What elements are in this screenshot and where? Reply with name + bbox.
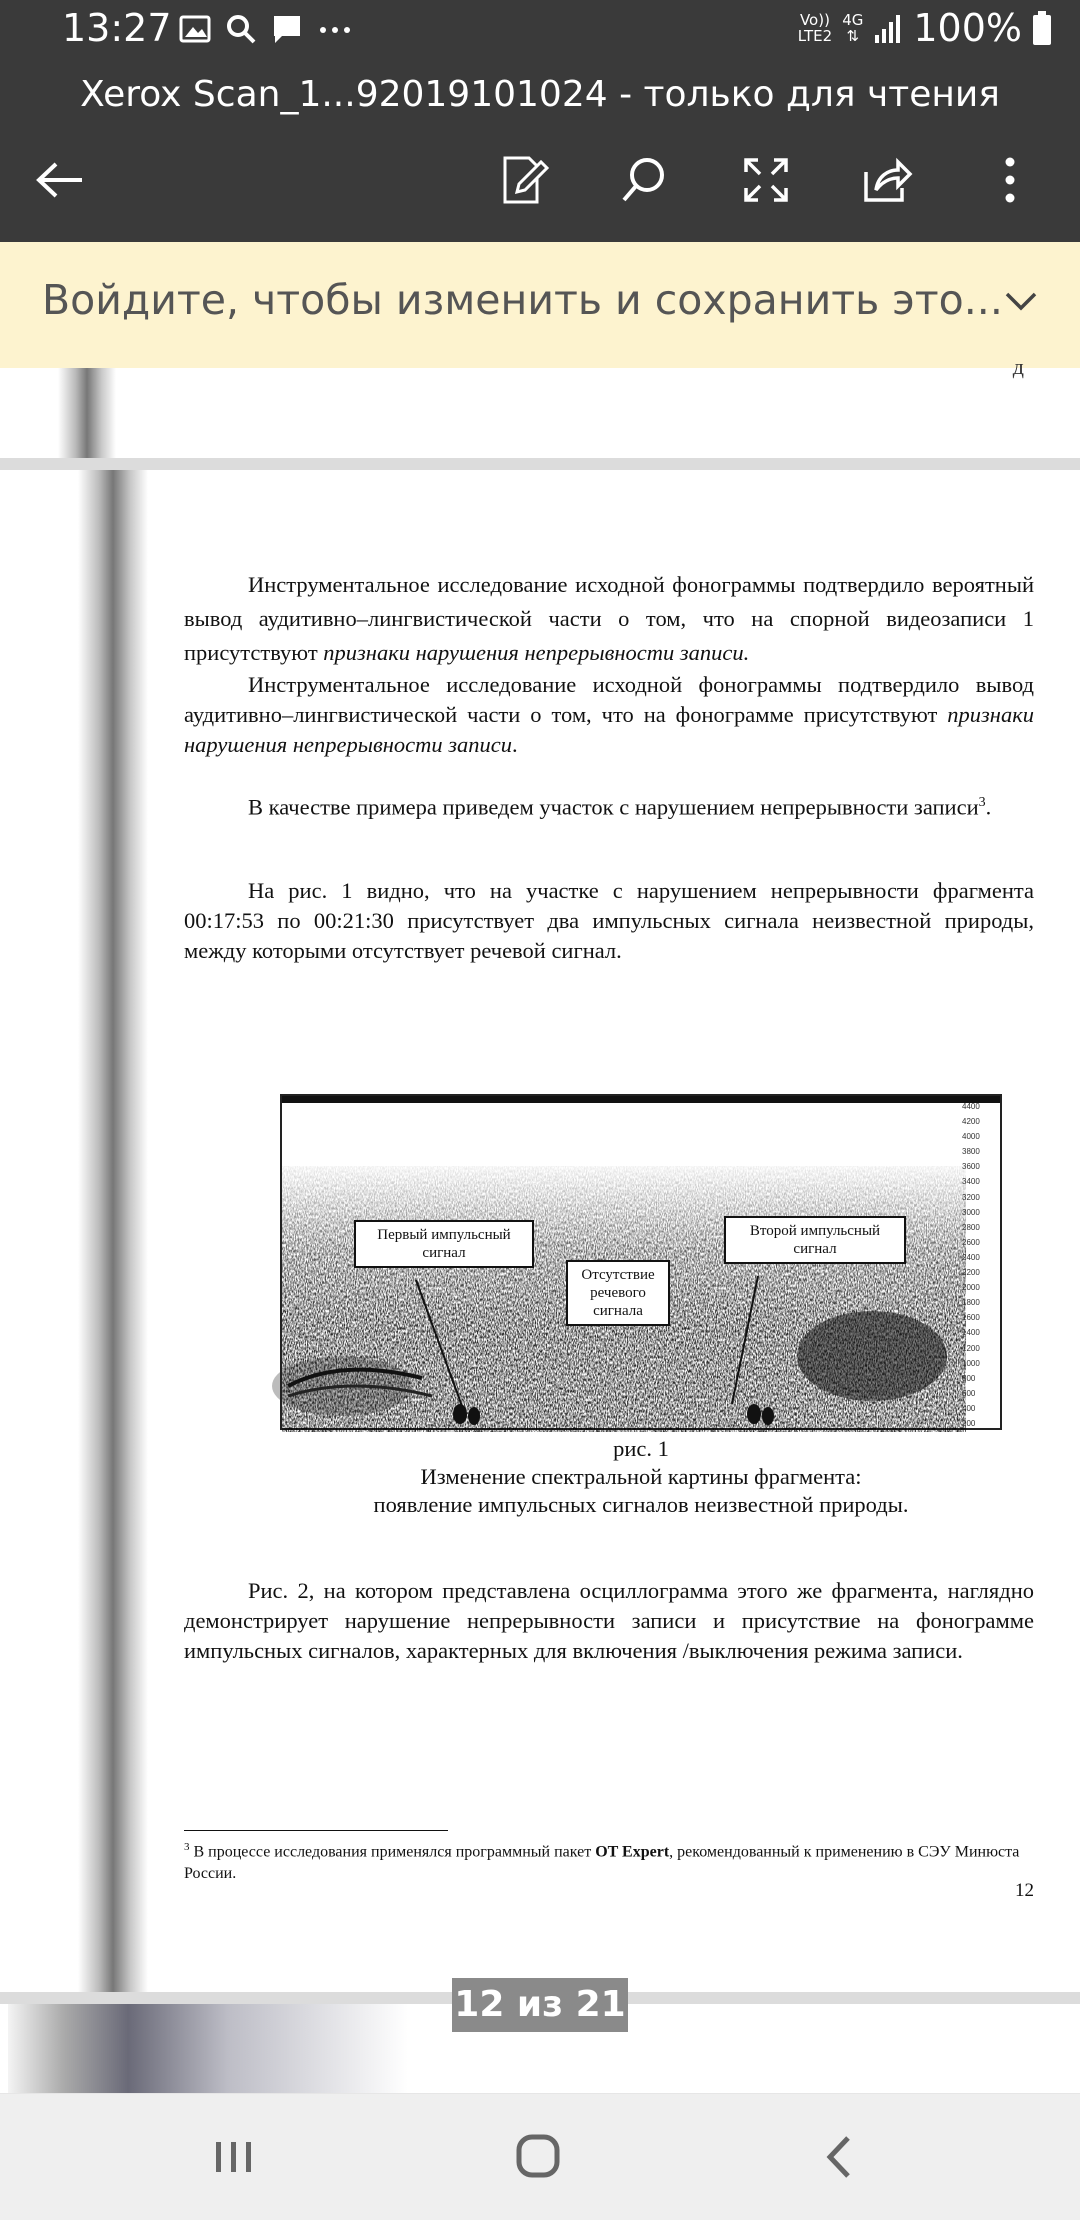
search-icon (619, 155, 669, 205)
scan-shadow (58, 368, 116, 458)
status-bar (0, 0, 1080, 62)
battery-percent: 100% (913, 6, 1022, 50)
scale-label: 4400 (962, 1102, 980, 1111)
footnote (184, 1836, 1034, 1885)
scan-shadow (78, 470, 148, 1992)
scale-label: 800 (962, 1373, 976, 1383)
footnote-reference: 3 (978, 795, 986, 810)
document-title: Xerox Scan_1...92019101024 - только для чтения (80, 74, 1000, 115)
scale-label: 2800 (962, 1222, 980, 1232)
navigation-bar (0, 2094, 1080, 2220)
more-notifications-icon (316, 12, 356, 46)
signal-icon (873, 11, 903, 45)
recent-apps-icon[interactable] (204, 2132, 264, 2182)
footnote-text-a: В процессе исследования применялся программный пакет (189, 1843, 596, 1861)
network-type-label: 4G (842, 11, 864, 29)
paragraph-2-text: Инструментальное исследование исходной фонограммы подтвердило вывод аудитивно–лингвистической части о том, что на фонограмме присутствуют (184, 672, 1034, 727)
paragraph-1-text: Инструментальное исследование исходной фонограммы подтвердило вероятный вывод аудитивно–лингвистической части о том, что на спорной видеозаписи 1 присутствуют (184, 572, 1034, 665)
search-status-icon (224, 12, 258, 46)
sign-in-banner[interactable] (0, 242, 1080, 368)
back-nav-icon[interactable] (810, 2132, 870, 2182)
page-indicator: 12 из 21 (452, 1978, 628, 2032)
scale-label: 2400 (962, 1252, 980, 1262)
scale-label: 4200 (962, 1117, 980, 1127)
scale-label: 3200 (962, 1192, 980, 1202)
document-viewer[interactable] (0, 354, 1080, 2093)
footnote-text-b: , рекомендованный к применению в СЭУ Минюста России. (184, 1843, 1020, 1883)
scale-label: 3800 (962, 1147, 980, 1157)
footnote-divider (184, 1830, 448, 1831)
scale-label: 1000 (962, 1358, 980, 1368)
scale-label: 2000 (962, 1283, 980, 1293)
home-icon[interactable] (508, 2132, 568, 2182)
scale-label: 3400 (962, 1177, 980, 1187)
first-pulse-label: Первый импульсный сигнал (354, 1220, 534, 1268)
paragraph-2-end: . (512, 732, 518, 757)
paragraph-3-text: В качестве примера приведем участок с нарушением непрерывности записи (248, 794, 979, 820)
share-button[interactable] (856, 148, 920, 212)
notification-icons (178, 12, 356, 46)
search-button[interactable] (612, 148, 676, 212)
scale-label: 2600 (962, 1237, 980, 1247)
paragraph-4-text: На рис. 1 видно, что на участке с нарушением непрерывности фрагмента 00:17:53 по 00:21:30 присутствует два импульсных сигнала неизвестной природы, между которыми отсутствует речевой сигнал. (184, 878, 1034, 963)
share-icon (862, 156, 914, 204)
figure-caption-line-2: появление импульсных сигналов неизвестной природы. (373, 1492, 909, 1517)
scale-label: 200 (962, 1418, 976, 1428)
battery-icon (1032, 10, 1052, 46)
lte-label: LTE2 (797, 27, 833, 45)
scale-label: 400 (962, 1403, 976, 1413)
edit-document-icon (499, 154, 549, 206)
scale-label: 1800 (962, 1298, 980, 1308)
expand-icon (742, 156, 790, 204)
previous-page-fragment: д (1012, 354, 1024, 379)
second-pulse-label: Второй импульсный сигнал (724, 1216, 906, 1264)
page-number: 12 (1015, 1880, 1034, 1901)
scale-label: 2200 (962, 1268, 980, 1278)
paragraph-1 (184, 568, 1034, 670)
scale-label: 3000 (962, 1207, 980, 1217)
app-bar (0, 62, 1080, 242)
paragraph-4 (184, 876, 1034, 966)
spectrogram-figure (280, 1094, 1002, 1430)
paragraph-2 (184, 670, 1034, 760)
sign-in-banner-text: Войдите, чтобы изменить и сохранить это... (42, 276, 1003, 324)
paragraph-5 (184, 1576, 1034, 1666)
speech-absence-label: Отсутствие речевого сигнала (566, 1260, 670, 1326)
footnote-number: 3 (184, 1841, 190, 1853)
scan-shadow (8, 2004, 408, 2093)
paragraph-5-text: Рис. 2, на котором представлена осциллограмма этого же фрагмента, наглядно демонстрирует нарушение непрерывности записи и присутствие на фонограмме импульсных сигналов, характерных для включения /выключения режима записи. (184, 1578, 1034, 1663)
figure-caption-line-1: Изменение спектральной картины фрагмента: (420, 1464, 862, 1489)
scale-label: 1400 (962, 1328, 980, 1338)
previous-page (0, 354, 1080, 458)
back-button[interactable] (28, 148, 92, 212)
scale-label: 1600 (962, 1313, 980, 1323)
figure-caption-number: рис. 1 (613, 1436, 669, 1461)
paragraph-2-italic: признаки нарушения непрерывности записи (184, 702, 1034, 757)
status-time: 13:27 (62, 6, 172, 50)
message-icon (270, 12, 304, 46)
back-arrow-icon (34, 160, 86, 200)
frequency-scale (962, 1100, 1000, 1430)
scale-label: 600 (962, 1388, 976, 1398)
footnote-bold: OT Expert (595, 1843, 670, 1861)
data-arrows-icon: ⇅ (846, 27, 860, 45)
more-options-button[interactable] (978, 148, 1042, 212)
data-type-indicator (842, 12, 863, 44)
edit-button[interactable] (492, 148, 556, 212)
volte-label: Vo)) (799, 11, 830, 29)
document-page (0, 470, 1080, 1992)
chevron-down-icon[interactable] (1002, 282, 1040, 320)
scale-label: 1200 (962, 1343, 980, 1353)
more-vertical-icon (1000, 156, 1020, 204)
scale-label: 4000 (962, 1132, 980, 1142)
paragraph-3-end: . (985, 794, 992, 820)
network-indicator (798, 12, 832, 44)
fullscreen-button[interactable] (734, 148, 798, 212)
paragraph-1-italic: признаки нарушения непрерывности записи. (323, 640, 750, 665)
paragraph-3 (184, 788, 1034, 823)
scale-label: 3600 (962, 1162, 980, 1172)
gallery-icon (178, 12, 212, 46)
